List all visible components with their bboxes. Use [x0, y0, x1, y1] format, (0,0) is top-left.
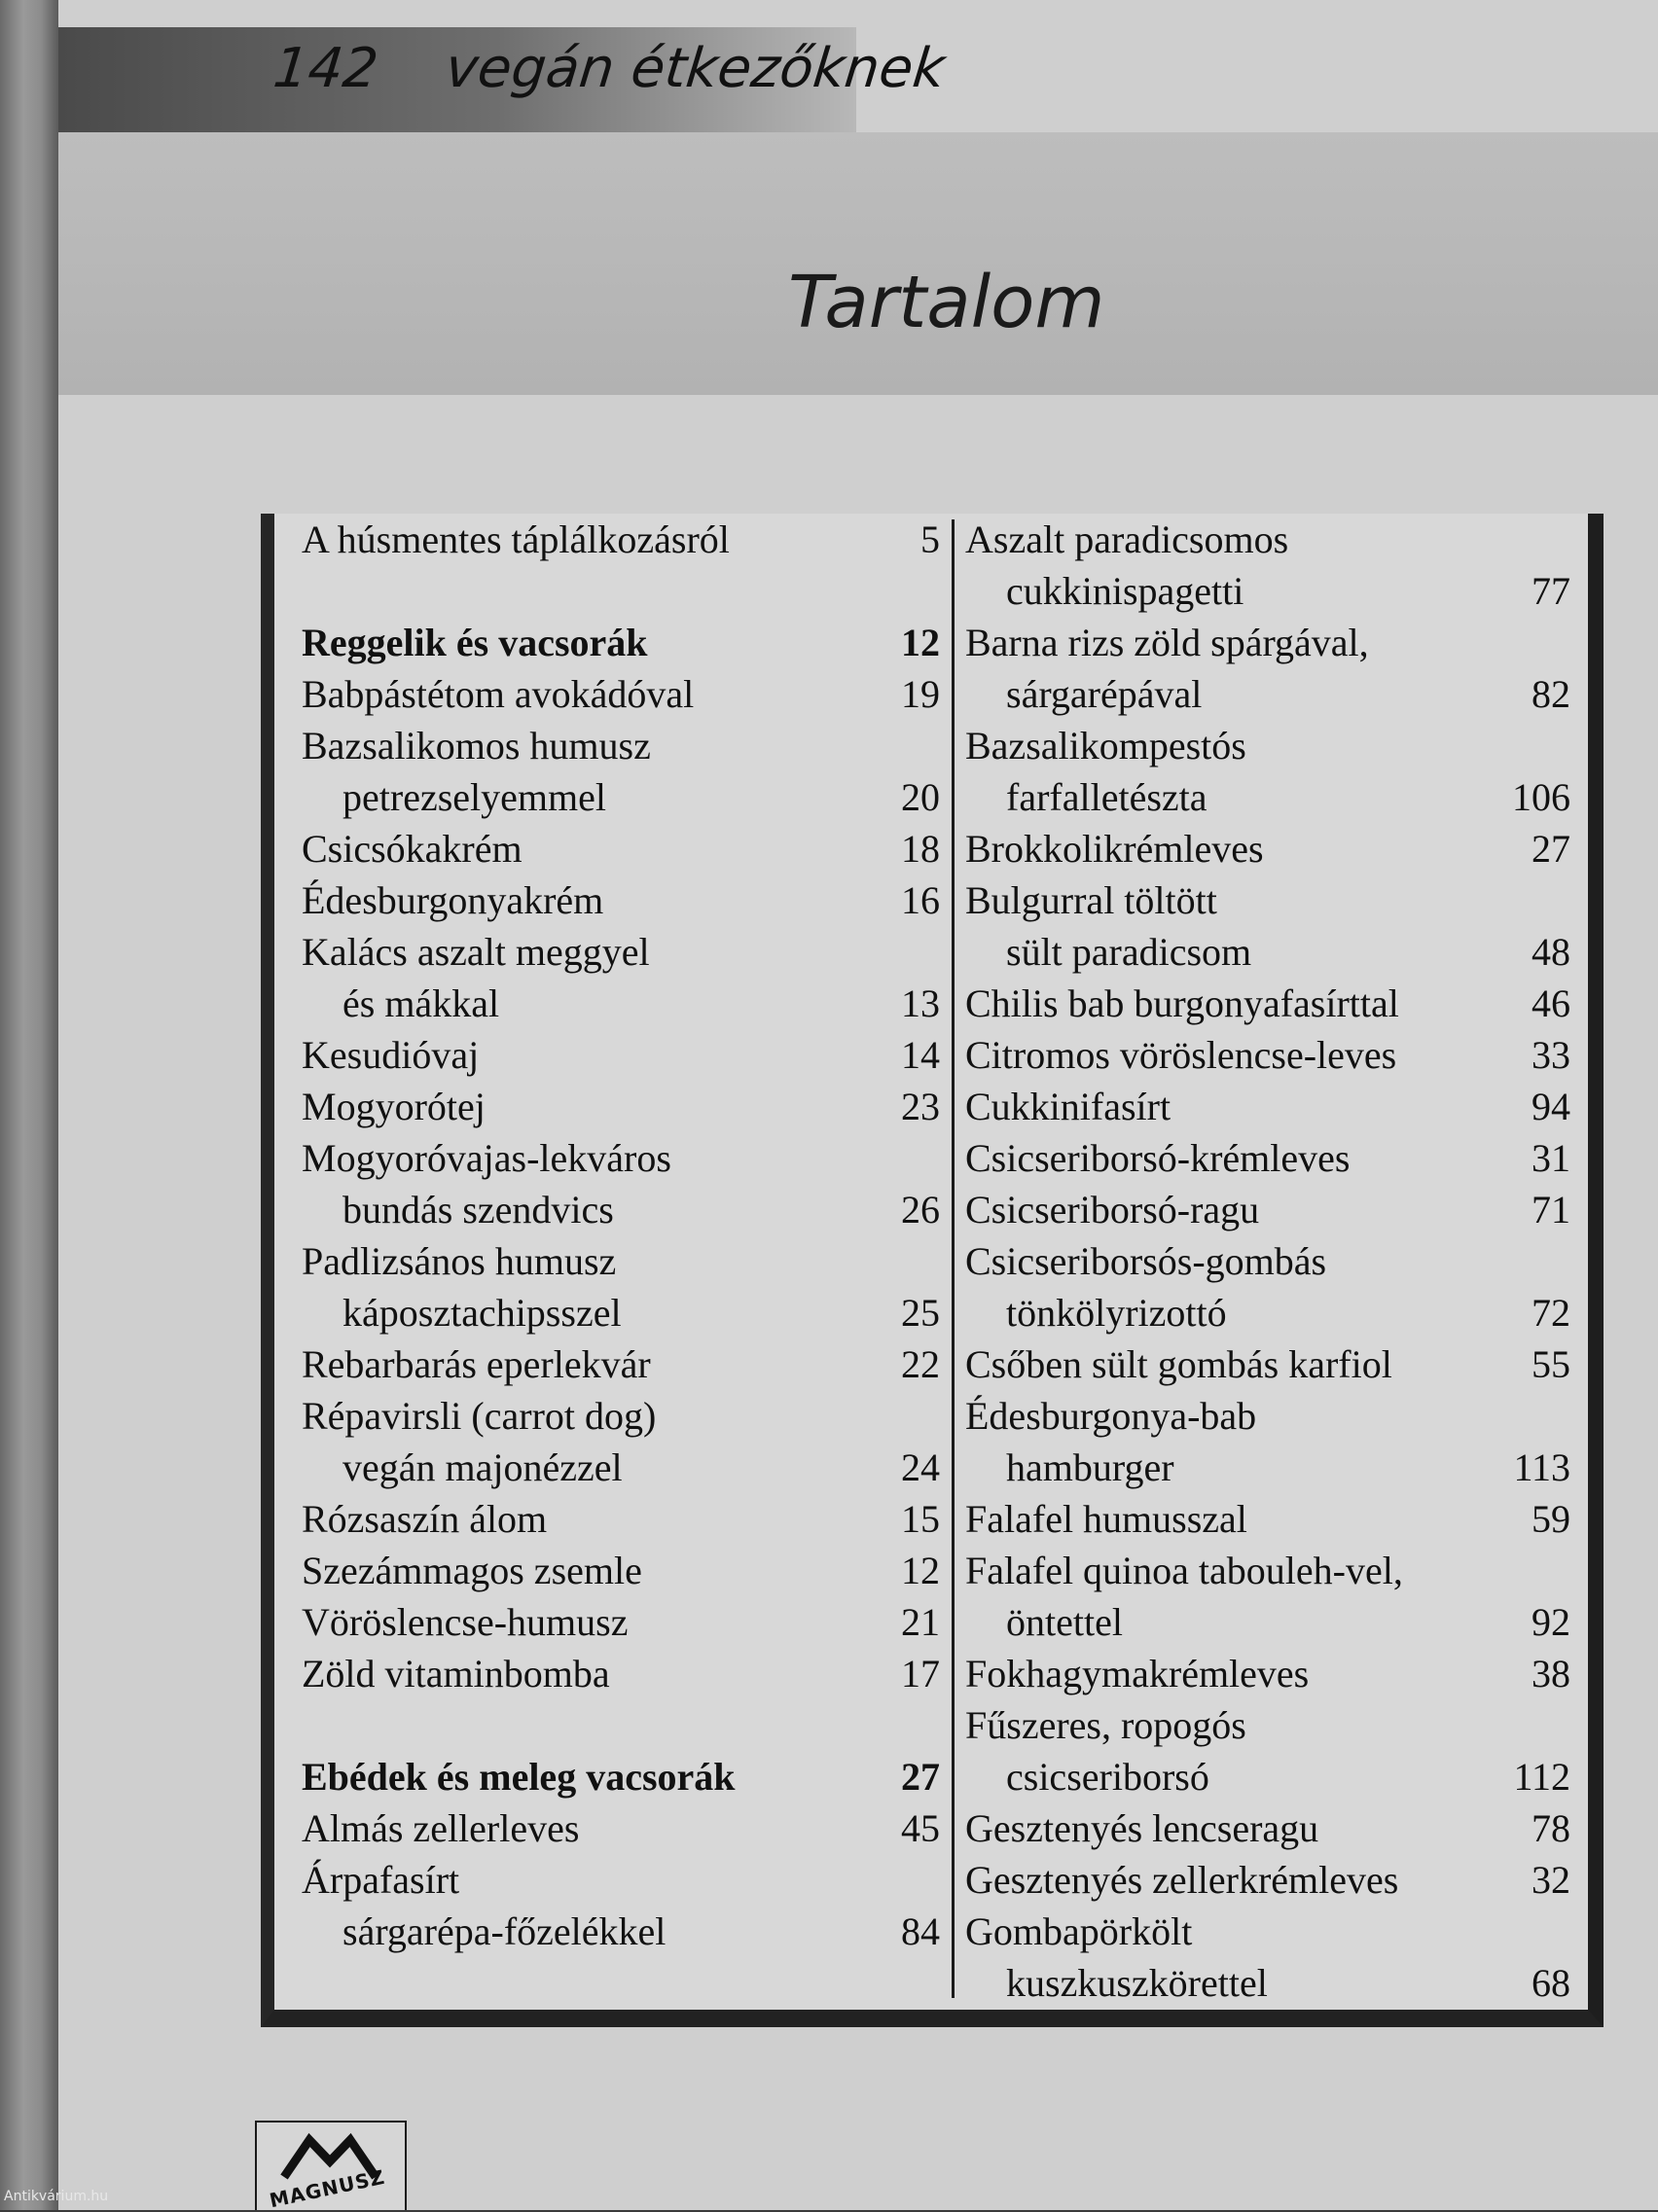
toc-entry-title: Édesburgonya-bab	[965, 1394, 1257, 1438]
toc-entry-page: 48	[1532, 930, 1570, 974]
toc-entry-title: Chilis bab burgonyafasírttal	[965, 981, 1399, 1025]
toc-entry-title: Kalács aszalt meggyel	[302, 930, 650, 974]
toc-entry-title: öntettel	[1006, 1600, 1123, 1644]
toc-entry-title: Falafel quinoa tabouleh-vel,	[965, 1549, 1403, 1592]
toc-entry	[302, 668, 940, 720]
toc-entry	[965, 1390, 1570, 1442]
toc-entry-title: Csőben sült gombás karfiol	[965, 1342, 1392, 1386]
toc-entry-title: Vöröslencse-humusz	[302, 1600, 629, 1644]
toc-entry-title: farfalletészta	[1006, 775, 1207, 819]
toc-entry	[965, 1029, 1570, 1081]
toc-entry	[965, 720, 1570, 771]
toc-entry	[965, 874, 1570, 926]
toc-entry-page: 14	[901, 1033, 940, 1077]
running-title: vegán étkezőknek	[442, 37, 949, 100]
toc-entry	[302, 1596, 940, 1648]
toc-entry-title: hamburger	[1006, 1445, 1174, 1489]
toc-entry	[302, 1390, 940, 1442]
toc-entry-title: kuszkuszkörettel	[1006, 1961, 1268, 2005]
toc-entry	[302, 926, 940, 978]
toc-entry-title: Barna rizs zöld spárgával,	[965, 621, 1369, 664]
toc-entry-page: 92	[1532, 1600, 1570, 1644]
toc-entry-title: Fokhagymakrémleves	[965, 1652, 1310, 1695]
toc-entry-title: Csicseriborsó-krémleves	[965, 1136, 1351, 1180]
toc-entry-title: Rebarbarás eperlekvár	[302, 1342, 651, 1386]
toc-entry-page: 72	[1532, 1291, 1570, 1335]
toc-entry	[965, 1648, 1570, 1699]
toc-entry	[302, 1854, 940, 1906]
toc-entry-page: 26	[901, 1188, 940, 1231]
toc-entry-title: Gombapörkölt	[965, 1909, 1193, 1953]
toc-entry-page: 106	[1512, 775, 1570, 819]
toc-entry-title: Csicseriborsó-ragu	[965, 1188, 1260, 1231]
toc-entry-page: 20	[901, 775, 940, 819]
toc-entry-page: 31	[1532, 1136, 1570, 1180]
toc-entry	[965, 1132, 1570, 1184]
toc-entry	[965, 1751, 1570, 1802]
toc-entry	[965, 1184, 1570, 1235]
toc-entry	[302, 720, 940, 771]
toc-entry-title: Reggelik és vacsorák	[302, 621, 648, 664]
toc-entry-title: Brokkolikrémleves	[965, 827, 1264, 871]
toc-entry	[302, 1081, 940, 1132]
toc-entry-title: Almás zellerleves	[302, 1806, 580, 1850]
column-divider	[952, 519, 955, 1998]
toc-entry-title: Ebédek és meleg vacsorák	[302, 1755, 736, 1799]
toc-entry-title: Árpafasírt	[302, 1858, 460, 1902]
toc-entry	[302, 1648, 940, 1699]
toc-entry-title: Fűszeres, ropogós	[965, 1703, 1246, 1747]
toc-entry-page: 71	[1532, 1188, 1570, 1231]
toc-entry-page: 68	[1532, 1961, 1570, 2005]
toc-entry	[965, 617, 1570, 668]
toc-entry	[965, 1854, 1570, 1906]
toc-entry-title: Aszalt paradicsomos	[965, 517, 1289, 561]
toc-entry-page: 16	[901, 878, 940, 922]
toc-entry-title: vegán majonézzel	[342, 1445, 623, 1489]
table-of-contents	[261, 514, 1604, 2027]
toc-entry-page: 59	[1532, 1497, 1570, 1541]
toc-entry-title: sárgarépa-főzelékkel	[342, 1909, 667, 1953]
toc-entry-page: 17	[901, 1652, 940, 1695]
toc-entry-page: 27	[1532, 827, 1570, 871]
toc-entry	[302, 514, 940, 565]
toc-entry-title: A húsmentes táplálkozásról	[302, 517, 730, 561]
toc-entry	[965, 1442, 1570, 1493]
toc-entry-page: 33	[1532, 1033, 1570, 1077]
toc-entry-title: Szezámmagos zsemle	[302, 1549, 642, 1592]
toc-entry-title: Falafel humusszal	[965, 1497, 1247, 1541]
toc-entry-page: 25	[901, 1291, 940, 1335]
toc-entry-title: Kesudióvaj	[302, 1033, 480, 1077]
toc-entry	[302, 1906, 940, 1957]
toc-entry-title: Répavirsli (carrot dog)	[302, 1394, 657, 1438]
toc-entry	[965, 978, 1570, 1029]
toc-entry	[302, 1493, 940, 1545]
toc-entry	[302, 874, 940, 926]
page-number: 142	[270, 37, 381, 100]
toc-entry-page: 21	[901, 1600, 940, 1644]
toc-entry	[302, 1699, 940, 1751]
toc-entry	[302, 771, 940, 823]
toc-entry-title: csicseriborsó	[1006, 1755, 1209, 1799]
toc-entry	[965, 1493, 1570, 1545]
toc-entry-title: Babpástétom avokádóval	[302, 672, 695, 716]
toc-entry-title: Citromos vöröslencse-leves	[965, 1033, 1397, 1077]
toc-entry-page: 32	[1532, 1858, 1570, 1902]
toc-entry-page: 5	[920, 517, 940, 561]
toc-entry-page: 12	[901, 1549, 940, 1592]
toc-entry	[965, 1081, 1570, 1132]
toc-entry-title: Csicsókakrém	[302, 827, 523, 871]
toc-entry-title: Cukkinifasírt	[965, 1085, 1171, 1128]
toc-entry-page: 22	[901, 1342, 940, 1386]
toc-entry-page: 77	[1532, 569, 1570, 613]
toc-entry-title: cukkinispagetti	[1006, 569, 1244, 613]
toc-entry-title: petrezselyemmel	[342, 775, 606, 819]
toc-entry-title: Padlizsános humusz	[302, 1239, 617, 1283]
toc-entry	[302, 1338, 940, 1390]
toc-entry-title: Zöld vitaminbomba	[302, 1652, 610, 1695]
toc-entry	[965, 1957, 1570, 2009]
toc-entry-page: 94	[1532, 1085, 1570, 1128]
toc-entry-title: Rózsaszín álom	[302, 1497, 548, 1541]
toc-entry-title: Gesztenyés lencseragu	[965, 1806, 1319, 1850]
toc-entry	[965, 1235, 1570, 1287]
toc-entry	[965, 1338, 1570, 1390]
toc-entry	[302, 823, 940, 874]
toc-entry-page: 84	[901, 1909, 940, 1953]
toc-entry	[302, 1751, 940, 1802]
toc-entry-page: 27	[901, 1755, 940, 1799]
toc-entry	[965, 1906, 1570, 1957]
toc-entry	[965, 1545, 1570, 1596]
toc-entry	[965, 771, 1570, 823]
toc-entry-title: bundás szendvics	[342, 1188, 614, 1231]
toc-entry	[965, 1287, 1570, 1338]
toc-entry	[302, 978, 940, 1029]
toc-entry	[302, 565, 940, 617]
toc-entry	[302, 617, 940, 668]
toc-entry	[302, 1184, 940, 1235]
toc-entry	[302, 1132, 940, 1184]
toc-entry-page: 13	[901, 981, 940, 1025]
toc-entry-title: Csicseriborsós-gombás	[965, 1239, 1327, 1283]
toc-entry-title: Mogyorótej	[302, 1085, 486, 1128]
toc-entry-title: Bazsalikompestós	[965, 724, 1246, 767]
toc-entry-title: sült paradicsom	[1006, 930, 1252, 974]
toc-entry	[965, 1699, 1570, 1751]
toc-entry-title: Bazsalikomos humusz	[302, 724, 651, 767]
toc-entry-page: 113	[1513, 1445, 1570, 1489]
toc-entry-page: 55	[1532, 1342, 1570, 1386]
page-title: Tartalom	[788, 261, 1105, 344]
toc-left-column	[302, 514, 940, 1957]
toc-entry	[965, 926, 1570, 978]
publisher-name: MAGNUSZ	[267, 2164, 387, 2212]
toc-entry-title: sárgarépával	[1006, 672, 1203, 716]
toc-entry-title: Gesztenyés zellerkrémleves	[965, 1858, 1399, 1902]
running-header	[268, 37, 948, 125]
toc-entry-page: 23	[901, 1085, 940, 1128]
toc-entry-page: 78	[1532, 1806, 1570, 1850]
toc-entry-page: 15	[901, 1497, 940, 1541]
toc-entry	[302, 1545, 940, 1596]
book-spine	[0, 0, 58, 2210]
toc-entry-title: tönkölyrizottó	[1006, 1291, 1227, 1335]
toc-entry-page: 18	[901, 827, 940, 871]
toc-entry-title: és mákkal	[342, 981, 500, 1025]
toc-entry-title: Édesburgonyakrém	[302, 878, 604, 922]
toc-entry-page: 46	[1532, 981, 1570, 1025]
toc-entry-page: 38	[1532, 1652, 1570, 1695]
toc-entry	[965, 823, 1570, 874]
toc-entry-page: 82	[1532, 672, 1570, 716]
watermark: Antikvárium.hu	[4, 2189, 109, 2204]
toc-entry	[965, 668, 1570, 720]
toc-entry-page: 45	[901, 1806, 940, 1850]
toc-right-column	[965, 514, 1570, 2009]
toc-entry-page: 19	[901, 672, 940, 716]
toc-entry-title: Bulgurral töltött	[965, 878, 1217, 922]
toc-entry	[302, 1235, 940, 1287]
toc-entry-title: káposztachipsszel	[342, 1291, 622, 1335]
toc-entry	[302, 1029, 940, 1081]
toc-entry	[965, 565, 1570, 617]
toc-entry	[965, 1596, 1570, 1648]
toc-entry-page: 12	[901, 621, 940, 664]
toc-entry	[965, 1802, 1570, 1854]
toc-entry	[302, 1442, 940, 1493]
toc-entry-title: Mogyoróvajas-lekváros	[302, 1136, 671, 1180]
toc-entry	[302, 1802, 940, 1854]
toc-entry-page: 24	[901, 1445, 940, 1489]
publisher-logo	[255, 2121, 407, 2210]
toc-entry	[302, 1287, 940, 1338]
toc-entry-page: 112	[1513, 1755, 1570, 1799]
toc-entry	[965, 514, 1570, 565]
